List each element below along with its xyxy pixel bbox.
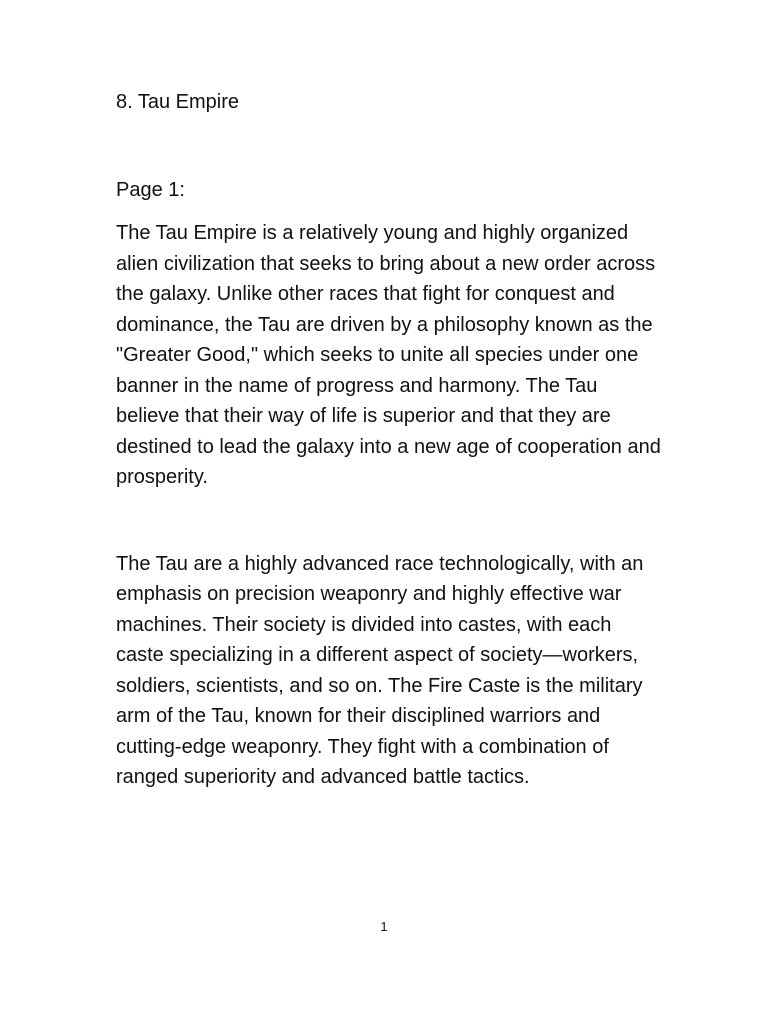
page-label: Page 1: xyxy=(116,179,185,201)
page-content xyxy=(116,88,661,793)
paragraph-1: The Tau Empire is a relatively young and highly organized alien civilization that seeks to bring about a new order across the galaxy. Unlike other races that fight for conquest and dominance, the Tau are driven by a philosophy known as the "Greater Good," which seeks to unite all species under one banner in the name of progress and harmony. The Tau believe that their way of life is superior and that they are destined to lead the galaxy into a new age of cooperation and prosperity. xyxy=(116,222,661,488)
page-number: 1 xyxy=(380,919,388,934)
paragraph-2: The Tau are a highly advanced race technologically, with an emphasis on precision weaponry and highly effective war machines. Their society is divided into castes, with each caste specializing in a different aspect of society—workers, soldiers, scientists, and so on. The Fire Caste is the military arm of the Tau, known for their disciplined warriors and cutting-edge weaponry. They fight with a combination of ranged superiority and advanced battle tactics. xyxy=(116,552,644,788)
section-heading: 8. Tau Empire xyxy=(116,91,240,113)
